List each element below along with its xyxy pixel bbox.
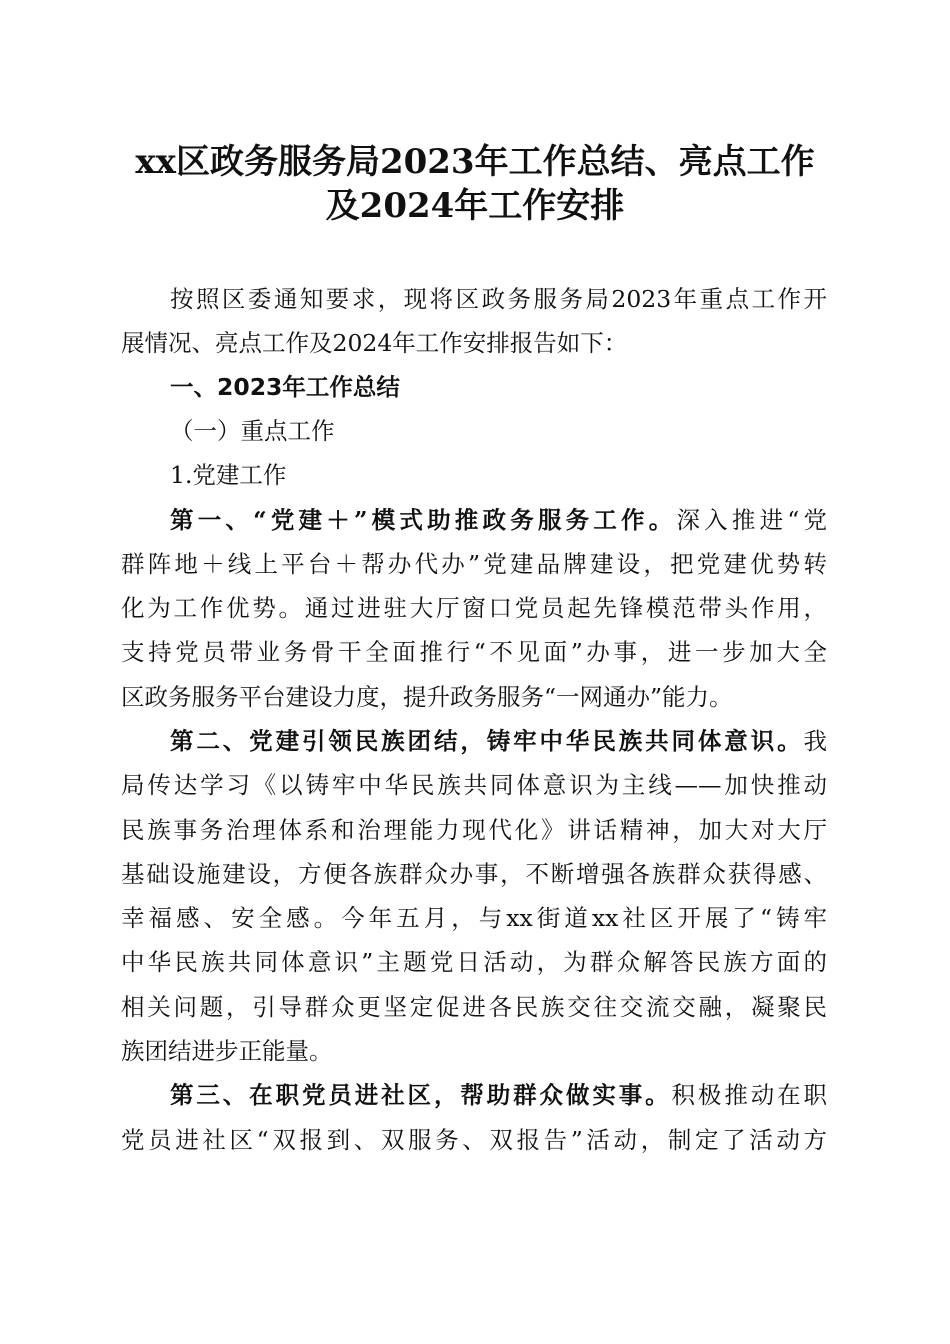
section-heading-2: （一）重点工作 <box>170 417 335 445</box>
para2-line-4: 基础设施建设，方便各族群众办事，不断增强各族群众获得感、 <box>121 860 827 888</box>
para2-line-6: 中华民族共同体意识”主题党日活动，为群众解答民族方面的 <box>121 948 827 976</box>
para1-line-4: 支持党员带业务骨干全面推行“不见面”办事，进一步加大全 <box>121 638 827 666</box>
para2-line-3: 民族事务治理体系和治理能力现代化》讲话精神，加大对大厅 <box>121 816 827 844</box>
para2-line-7: 相关问题，引导群众更坚定促进各民族交往交流交融，凝聚民 <box>121 993 827 1021</box>
para2-line-2: 局传达学习《以铸牢中华民族共同体意识为主线——加快推动 <box>121 771 827 799</box>
document-title-line-2: 及2024年工作安排 <box>325 186 625 226</box>
intro-line-2: 展情况、亮点工作及2024年工作安排报告如下： <box>121 329 628 357</box>
para3-lead: 第三、在职党员进社区，帮助群众做实事。 <box>170 1081 672 1109</box>
document-title-line-1: xx区政务服务局2023年工作总结、亮点工作 <box>135 142 815 182</box>
para2-lead: 第二、党建引领民族团结，铸牢中华民族共同体意识。 <box>170 727 804 755</box>
para2-line-8: 族团结进步正能量。 <box>121 1037 333 1065</box>
para3-line-2: 党员进社区“双报到、双服务、双报告”活动，制定了活动方 <box>121 1126 827 1154</box>
para1-lead: 第一、“党建＋”模式助推政务服务工作。 <box>170 506 677 534</box>
para3-line-1 <box>170 1079 827 1111</box>
para2-line-5: 幸福感、安全感。今年五月，与xx街道xx社区开展了“铸牢 <box>121 904 827 932</box>
para1-line1-rest: 深入推进“党 <box>676 506 827 534</box>
para1-line-1 <box>170 504 827 536</box>
para3-line1-rest: 积极推动在职 <box>671 1081 828 1109</box>
intro-line-1: 按照区委通知要求，现将区政务服务局2023年重点工作开 <box>170 285 827 313</box>
section-heading-3: 1.党建工作 <box>170 461 287 489</box>
para1-line-3: 化为工作优势。通过进驻大厅窗口党员起先锋模范带头作用， <box>121 594 827 622</box>
para2-line1-rest: 我 <box>803 727 827 755</box>
section-heading-1: 一、2023年工作总结 <box>170 373 400 401</box>
para1-line-2: 群阵地＋线上平台＋帮办代办”党建品牌建设，把党建优势转 <box>121 550 827 578</box>
para2-line-1 <box>170 725 827 757</box>
para1-line-5: 区政务服务平台建设力度，提升政务服务“一网通办”能力。 <box>121 683 733 711</box>
